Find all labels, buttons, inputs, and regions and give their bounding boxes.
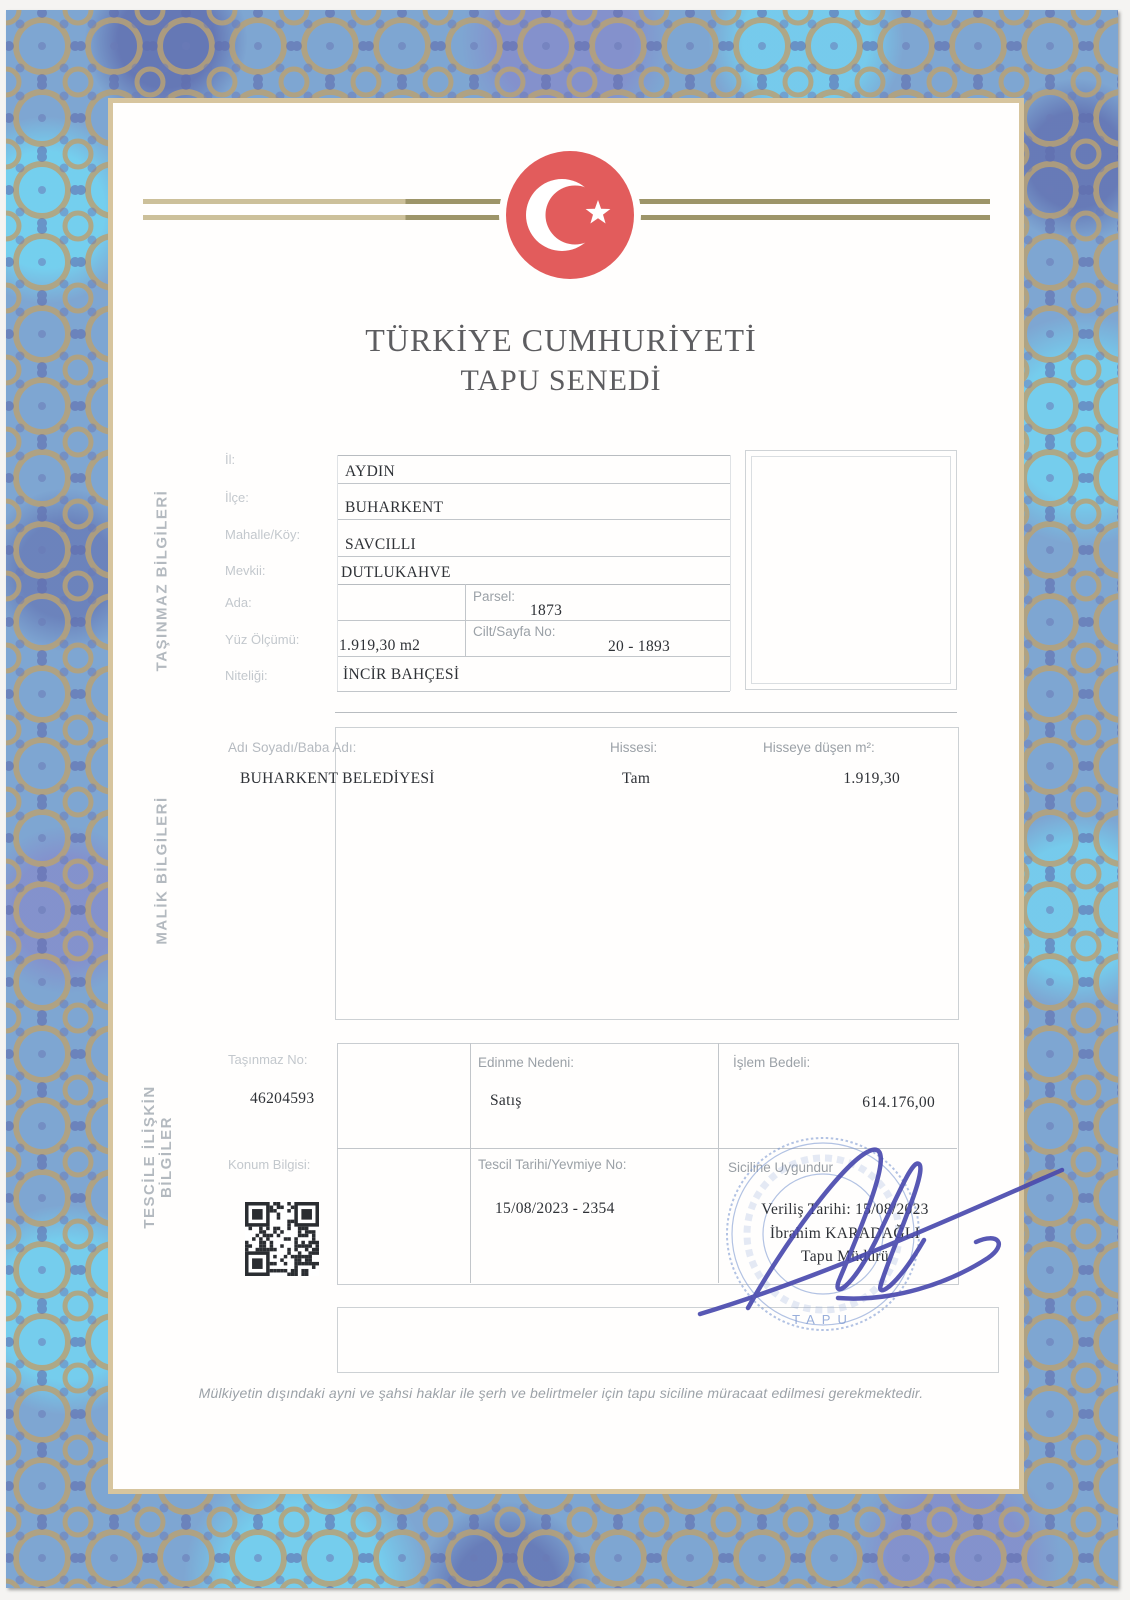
- qr-code: [245, 1200, 319, 1278]
- edinme-label: Edinme Nedeni:: [478, 1055, 575, 1070]
- cilt-label: Cilt/Sayfa No:: [473, 624, 556, 639]
- stamp-text: TAPU: [792, 1312, 854, 1327]
- turkish-flag-crescent-star-emblem: [506, 151, 634, 279]
- yuzolcumu-label: Yüz Ölçümü:: [225, 632, 300, 647]
- siciline-label: Siciline Uygundur: [728, 1160, 834, 1175]
- mahalle-label: Mahalle/Köy:: [225, 527, 301, 542]
- tasinmaz-table-line: [337, 691, 730, 692]
- tescil-tarihi-value: 15/08/2023 - 2354: [495, 1200, 615, 1217]
- verilis-tarihi: Veriliş Tarihi: 15/08/2023: [761, 1201, 929, 1218]
- section-label-tescil: [141, 1057, 175, 1257]
- section-label-malik: MALİK BİLGİLERİ: [153, 796, 171, 945]
- share-header: Hissesi:: [610, 740, 658, 755]
- tescil-row-divider: [337, 1148, 957, 1149]
- tasinmaz-table-line: [337, 556, 730, 557]
- yuzolcumu-value: 1.919,30 m2: [339, 637, 421, 654]
- property-photo-box-inner: [751, 456, 951, 684]
- edinme-value: Satış: [490, 1092, 522, 1109]
- owner-name-header: Adı Soyadı/Baba Adı:: [228, 740, 357, 755]
- tescil-col-divider: [470, 1043, 471, 1283]
- cilt-value: 20 - 1893: [608, 638, 671, 655]
- tasinmaz-table-line: [337, 455, 730, 456]
- ada-label: Ada:: [225, 595, 252, 610]
- nitelik-value: İNCİR BAHÇESİ: [343, 666, 460, 683]
- ilce-value: BUHARKENT: [345, 499, 444, 516]
- il-label: İl:: [225, 452, 236, 467]
- owner-share-m2: 1.919,30: [843, 770, 900, 787]
- mahalle-value: SAVCILLI: [345, 536, 417, 553]
- parsel-value: 1873: [530, 602, 563, 619]
- tasinmaz-table-divider: [465, 584, 466, 656]
- tasinmaz-table-line: [337, 584, 730, 585]
- parsel-label: Parsel:: [473, 589, 516, 604]
- konum-label: Konum Bilgisi:: [228, 1157, 311, 1172]
- tasinmaz-table-divider: [337, 455, 338, 691]
- tescil-tarihi-label: Tescil Tarihi/Yevmiye No:: [478, 1157, 627, 1172]
- mudur-title: Tapu Müdürü: [801, 1248, 889, 1265]
- owner-name: BUHARKENT BELEDİYESİ: [240, 770, 435, 787]
- share-m2-header: Hisseye düşen m²:: [763, 740, 875, 755]
- tasinmaz-no-value: 46204593: [250, 1090, 315, 1107]
- tasinmaz-no-label: Taşınmaz No:: [228, 1052, 308, 1067]
- islem-label: İşlem Bedeli:: [733, 1055, 811, 1070]
- country-title: TÜRKİYE CUMHURİYETİ: [365, 322, 757, 358]
- nitelik-label: Niteliği:: [225, 668, 268, 683]
- tasinmaz-table-line: [337, 656, 730, 657]
- serh-empty-box: [337, 1307, 999, 1373]
- mevkii-label: Mevkii:: [225, 563, 266, 578]
- section-label-tescil-line1: TESCİLE İLİŞKİN: [141, 1085, 158, 1229]
- ilce-label: İlçe:: [225, 490, 249, 505]
- owner-share: Tam: [622, 770, 651, 787]
- tasinmaz-table-divider: [730, 455, 731, 691]
- section-label-tescil-line2: BİLGİLER: [158, 1116, 175, 1198]
- tescil-col-divider: [718, 1043, 719, 1283]
- tasinmaz-table-line: [337, 483, 730, 484]
- tasinmaz-table-line: [337, 519, 730, 520]
- islem-value: 614.176,00: [862, 1094, 935, 1111]
- property-photo-box: [745, 450, 957, 690]
- document-title: TAPU SENEDİ: [460, 364, 662, 397]
- il-value: AYDIN: [345, 463, 396, 480]
- footer-note: Mülkiyetin dışındaki ayni ve şahsi haklar ile şerh ve belirtmeler için tapu siciline müracaat edilmesi gerekmektedir.: [198, 1385, 924, 1401]
- mudur-name: İbrahim KARADAĞLI: [769, 1225, 921, 1242]
- crescent-star-icon: [506, 151, 634, 279]
- malik-table-topline: [335, 712, 957, 713]
- mevkii-value: DUTLUKAHVE: [341, 564, 451, 581]
- tasinmaz-table-line: [337, 620, 730, 621]
- section-label-tasinmaz: TAŞINMAZ BİLGİLERİ: [153, 489, 171, 672]
